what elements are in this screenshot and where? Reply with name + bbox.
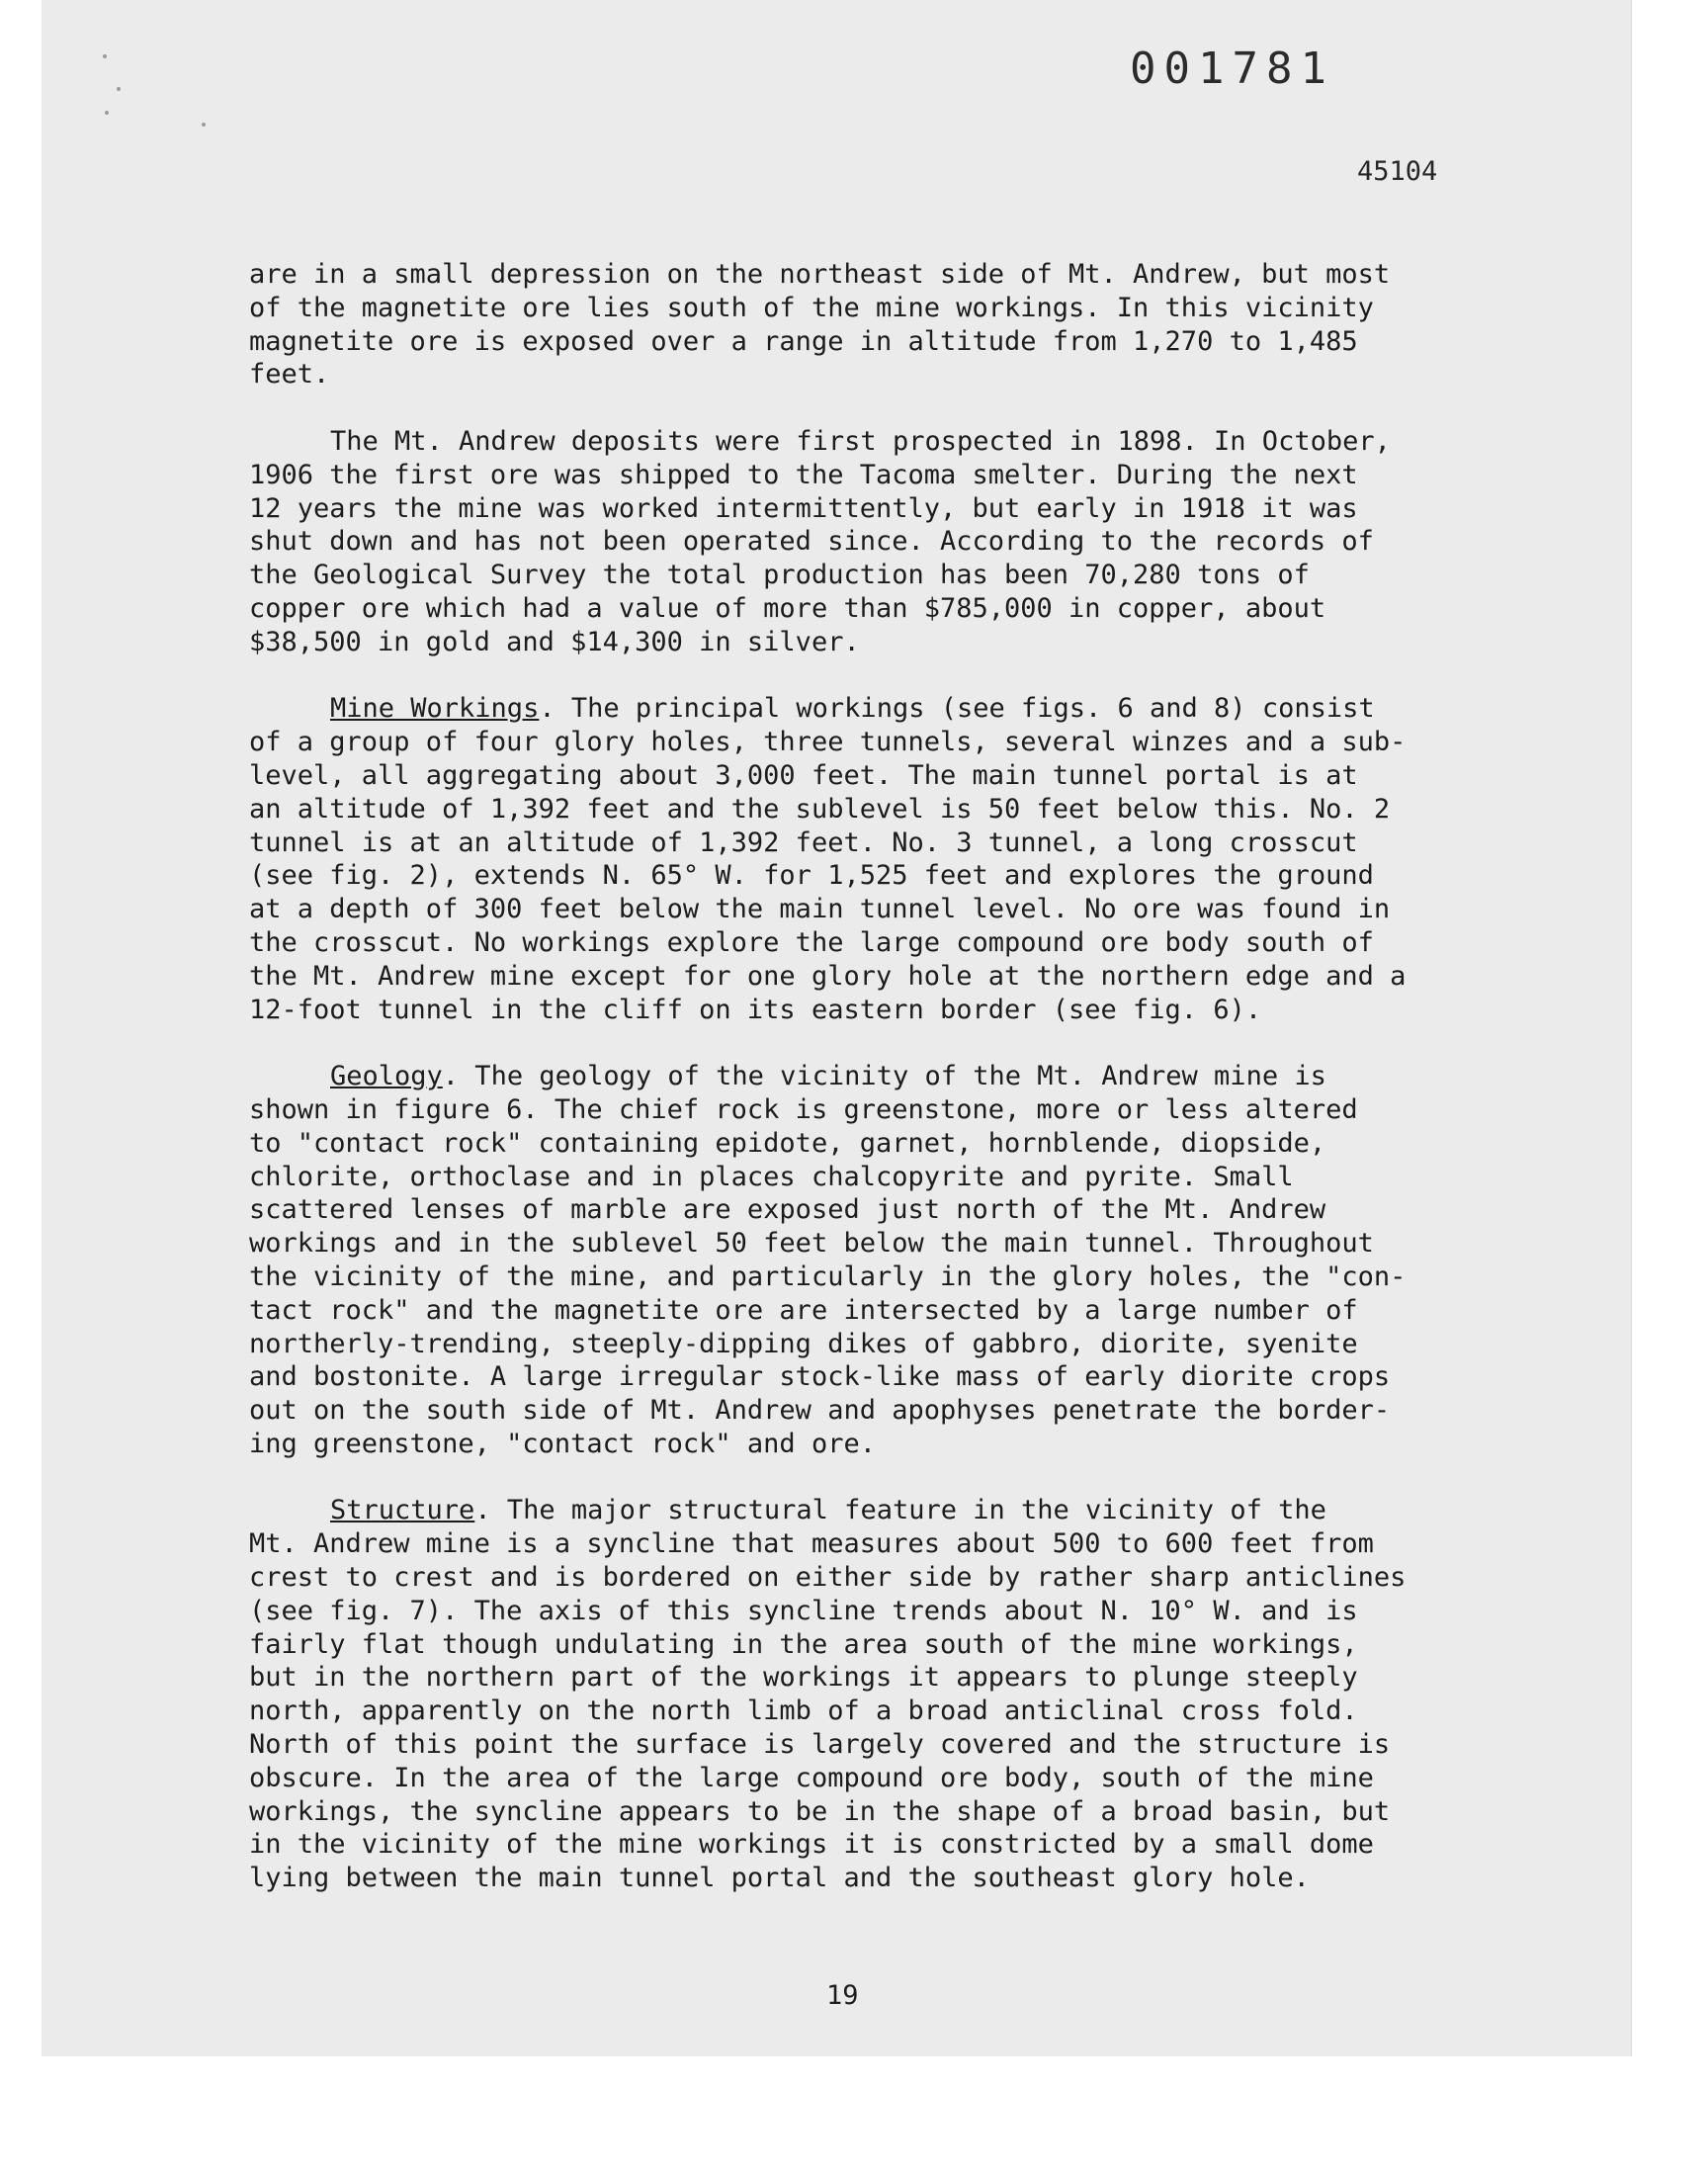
page-number: 19 bbox=[826, 1980, 859, 2011]
paragraph-text: . The major structural feature in the vicinity of the Mt. Andrew mine is a syncline that measures about 500 to 600 feet from crest to crest and is bordered on either side by rather sharp anticlines (see fig. 7). The axis of this syncline trends about N. 10° W. and is fairly flat though undulating in the area south of the mine workings, but in the northern part of the workings it appears to plunge steeply north, apparently on the north limb of a broad anticlinal cross fold. North of this point the surface is largely covered and the structure is obscure. In the area of the large compound ore body, south of the mine workings, the syncline appears to be in the shape of a broad basin, but in the vicinity of the mine workings it is constricted by a small dome lying between the main tunnel portal and the southeast glory hole. bbox=[249, 1495, 1407, 1894]
paragraph-text: . The geology of the vicinity of the Mt. Andrew mine is shown in figure 6. The chief rock is greenstone, more or less altered to "contact rock" containing epidote, garnet, hornblende, diopside, chlorite, orthoclase and in places chalcopyrite and pyrite. Small scattered lenses of marble are exposed just north of the Mt. Andrew workings and in the sublevel 50 feet below the main tunnel. Throughout the vicinity of the mine, and particularly in the glory holes, the "con- tact rock" and the magnetite ore are intersected by a large number of northerly-trending, steeply-dipping dikes of gabbro, diorite, syenite and bostonite. A large irregular stock-like mass of early diorite crops out on the south side of Mt. Andrew and apophyses penetrate the border- ing greenstone, "contact rock" and ore. bbox=[249, 1061, 1407, 1459]
paragraph bbox=[249, 425, 1460, 659]
scan-speck bbox=[202, 123, 206, 127]
paragraph-structure bbox=[249, 1494, 1460, 1895]
paragraph-text: . The principal workings (see figs. 6 and 8) consist of a group of four glory holes, three tunnels, several winzes and a sub- level, all aggregating about 3,000 feet. The main tunnel portal is at an altitude of 1,392 feet and the sublevel is 50 feet below this. No. 2 tunnel is at an altitude of 1,392 feet. No. 3 tunnel, a long crosscut (see fig. 2), extends N. 65° W. for 1,525 feet and explores the ground at a depth of 300 feet below the main tunnel level. No ore was found in the crosscut. No workings explore the large compound ore body south of the Mt. Andrew mine except for one glory hole at the northern edge and a 12-foot tunnel in the cliff on its eastern border (see fig. 6). bbox=[249, 693, 1407, 1025]
paragraph-mine-workings bbox=[249, 692, 1460, 1026]
scan-speck bbox=[105, 111, 109, 115]
scan-speck bbox=[103, 54, 107, 58]
section-heading: Structure bbox=[330, 1495, 475, 1526]
section-heading: Mine Workings bbox=[330, 693, 540, 725]
paragraph-geology bbox=[249, 1060, 1460, 1461]
section-heading: Geology bbox=[330, 1061, 443, 1092]
paragraph-text: The Mt. Andrew deposits were first prospected in 1898. In October, 1906 the first ore was shipped to the Tacoma smelter. During the next 12 years the mine was worked intermittently, but early in 1918 it was shut down and has not been operated since. According to the records of the Geological Survey the total production has been 70,280 tons of copper ore which had a value of more than $785,000 in copper, about $38,500 in gold and $14,300 in silver. bbox=[249, 425, 1391, 657]
scan-margin bbox=[42, 2056, 1631, 2175]
paragraph bbox=[249, 258, 1460, 392]
paragraph-text: are in a small depression on the northeast side of Mt. Andrew, but most of the magnetite ore lies south of the mine workings. In this vicinity magnetite ore is exposed over a range in altitude from 1,270 to 1,485 feet. bbox=[249, 259, 1391, 391]
scan-speck bbox=[117, 87, 121, 91]
file-number: 45104 bbox=[1357, 156, 1438, 187]
body-text bbox=[249, 258, 1460, 1929]
document-number: 001781 bbox=[1130, 44, 1334, 94]
